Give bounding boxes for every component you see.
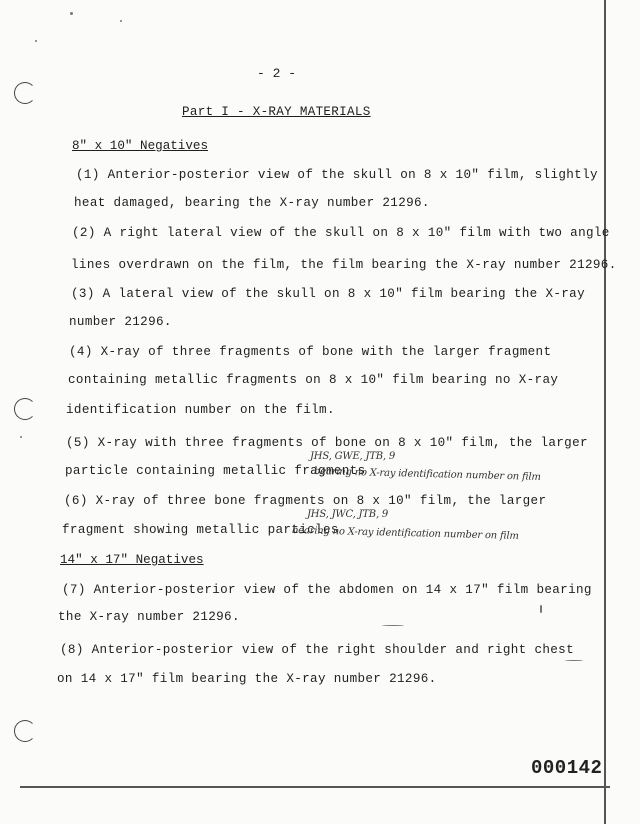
subsection-title: 8" x 10" Negatives <box>72 139 209 153</box>
scan-speck <box>20 436 22 438</box>
scan-speck <box>120 20 122 22</box>
item-line: lines overdrawn on the film, the film bearing the X-ray number 21296. <box>71 258 617 272</box>
punch-hole <box>14 720 36 742</box>
item-line: fragment showing metallic particles <box>62 523 339 537</box>
item-line: (3) A lateral view of the skull on 8 x 10" film bearing the X-ray <box>71 287 585 301</box>
punch-hole <box>14 82 36 104</box>
handwritten-initials: JHS, GWE, JTB, 9 <box>310 451 396 462</box>
bates-stamp: 000142 <box>531 757 603 779</box>
scan-speck <box>35 40 37 42</box>
item-line: containing metallic fragments on 8 x 10" film bearing no X-ray <box>68 373 559 387</box>
scan-speck <box>540 605 542 613</box>
item-line: (7) Anterior-posterior view of the abdomen on 14 x 17" film bearing <box>62 583 592 597</box>
item-line: (2) A right lateral view of the skull on 8 x 10" film with two angle <box>72 226 610 240</box>
subsection-title: 14" x 17" Negatives <box>60 553 204 567</box>
item-line: the X-ray number 21296. <box>58 610 240 624</box>
item-line: particle containing metallic fragments <box>65 464 366 478</box>
item-line: (8) Anterior-posterior view of the right shoulder and right chest <box>60 643 574 657</box>
scan-speck <box>70 12 73 15</box>
handwritten-initials: JHS, JWC, JTB, 9 <box>307 509 389 520</box>
scan-speck <box>382 625 404 626</box>
item-line: heat damaged, bearing the X-ray number 21296. <box>74 196 430 210</box>
scan-edge-bottom <box>20 786 610 788</box>
punch-hole <box>14 398 36 420</box>
item-line: number 21296. <box>69 315 172 329</box>
scan-speck <box>565 660 583 661</box>
item-line: (5) X-ray with three fragments of bone on 8 x 10" film, the larger <box>66 436 588 450</box>
item-line: identification number on the film. <box>66 403 335 417</box>
handwritten-annotation: bearing no X-ray identification number on film <box>291 525 519 542</box>
section-heading: Part I - X-RAY MATERIALS <box>182 105 371 119</box>
scan-edge-right <box>604 0 606 824</box>
page-number: - 2 - <box>257 66 297 81</box>
handwritten-annotation: bearing no X-ray identification number on film <box>313 466 541 483</box>
item-line: (1) Anterior-posterior view of the skull on 8 x 10" film, slightly <box>76 168 598 182</box>
item-line: (4) X-ray of three fragments of bone with the larger fragment <box>69 345 552 359</box>
item-line: on 14 x 17" film bearing the X-ray number 21296. <box>57 672 437 686</box>
item-line: (6) X-ray of three bone fragments on 8 x 10" film, the larger <box>64 494 547 508</box>
